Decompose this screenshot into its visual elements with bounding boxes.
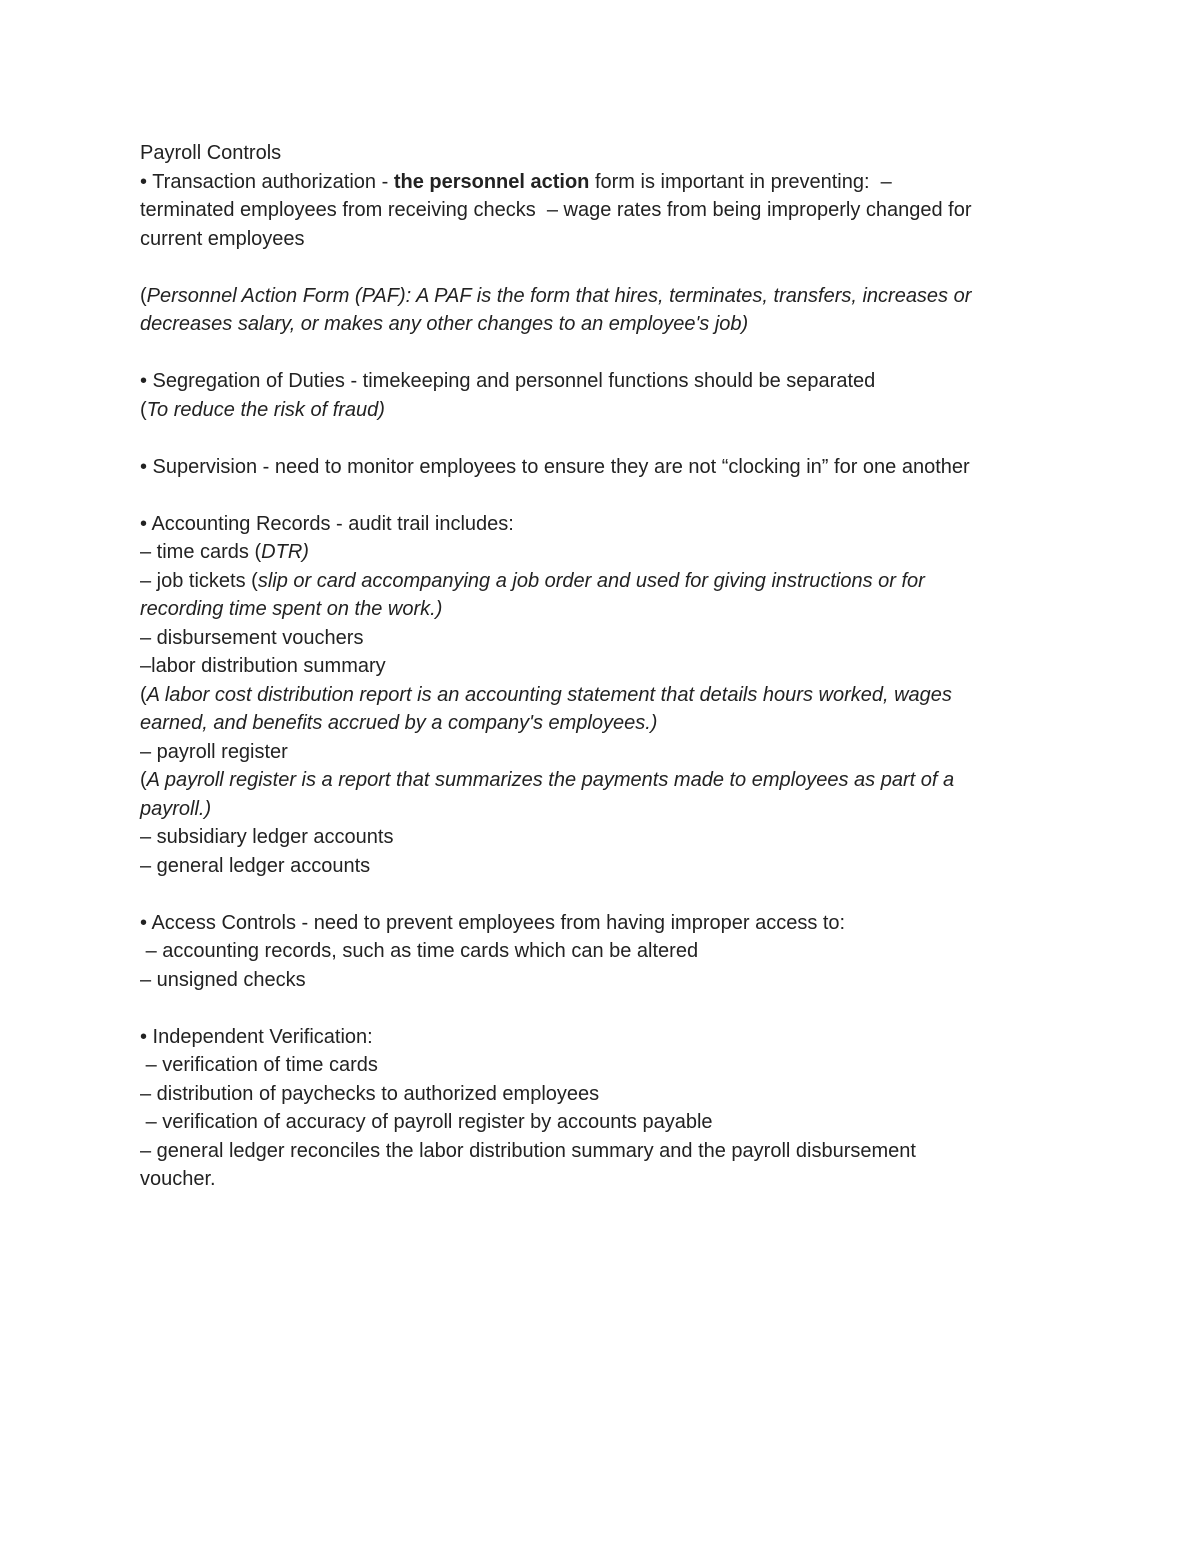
- document-body: [140, 139, 1060, 1194]
- accounting-general: – general ledger accounts: [140, 854, 371, 877]
- labor-note-text-1: A labor cost distribution report is an accounting statement that details hours worked, wages: [146, 683, 952, 706]
- labor-note-text-2: earned, and benefits accrued by a company's employees.): [140, 712, 658, 734]
- register-note-line-1: [140, 766, 1060, 795]
- accounting-job-tickets: [140, 567, 1060, 596]
- register-open-paren: (: [140, 769, 147, 791]
- segregation-open-paren: (: [140, 398, 147, 421]
- spacer: [140, 424, 1060, 453]
- access-item-2: – unsigned checks: [140, 968, 306, 991]
- access-heading: • Access Controls - need to prevent employees from having improper access to:: [140, 911, 846, 934]
- transaction-line-1: [140, 168, 1060, 197]
- job-tickets-prefix: – job tickets (: [140, 569, 258, 592]
- transaction-suffix: form is important in preventing: –: [589, 170, 892, 193]
- access-item-1: – accounting records, such as time cards which can be altered: [140, 940, 699, 962]
- paf-open-paren: (: [140, 284, 147, 307]
- accounting-job-tickets-cont: [140, 595, 1060, 624]
- job-tickets-note-2: recording time spent on the work.): [140, 598, 443, 620]
- time-cards-prefix: – time cards (: [140, 541, 262, 563]
- verification-item-4: – general ledger reconciles the labor distribution summary and the payroll disbursement: [140, 1139, 916, 1162]
- time-cards-note: DTR): [261, 541, 309, 563]
- supervision-line: • Supervision - need to monitor employees to ensure they are not “clocking in” for one another: [140, 455, 970, 478]
- spacer: [140, 481, 1060, 510]
- register-note-line-2: [140, 795, 1060, 824]
- spacer: [140, 339, 1060, 368]
- paf-note-text-2: decreases salary, or makes any other changes to an employee's job): [140, 313, 749, 335]
- accounting-heading: • Accounting Records - audit trail includes:: [140, 512, 514, 535]
- segregation-note: [140, 396, 1060, 425]
- transaction-line-3: current employees: [140, 227, 305, 250]
- register-note-text-2: payroll.): [140, 797, 212, 820]
- transaction-prefix: • Transaction authorization -: [140, 170, 394, 193]
- verification-item-3: – verification of accuracy of payroll register by accounts payable: [140, 1111, 713, 1133]
- verification-item-2: – distribution of paychecks to authorized employees: [140, 1082, 600, 1105]
- accounting-subsidiary: – subsidiary ledger accounts: [140, 826, 394, 848]
- transaction-bold-phrase: the personnel action: [393, 170, 590, 193]
- job-tickets-note-1: slip or card accompanying a job order and used for giving instructions or for: [257, 569, 925, 592]
- accounting-disbursement: – disbursement vouchers: [140, 626, 364, 649]
- register-note-text-1: A payroll register is a report that summarizes the payments made to employees as part of a: [146, 769, 955, 791]
- accounting-payroll-register: – payroll register: [140, 740, 288, 763]
- transaction-line-2: terminated employees from receiving checks – wage rates from being improperly changed for: [140, 199, 972, 221]
- accounting-time-cards: [140, 538, 1060, 567]
- labor-note-line-1: [140, 681, 1060, 710]
- labor-open-paren: (: [140, 683, 147, 706]
- document-title: Payroll Controls: [140, 142, 282, 164]
- spacer: [140, 253, 1060, 282]
- paf-note-line-1: [140, 282, 1060, 311]
- spacer: [140, 880, 1060, 909]
- segregation-note-text: To reduce the risk of fraud): [146, 398, 385, 421]
- accounting-labor-summary: –labor distribution summary: [140, 655, 386, 677]
- paf-note-line-2: [140, 310, 1060, 339]
- verification-item-4-cont: voucher.: [140, 1168, 216, 1190]
- verification-item-1: – verification of time cards: [140, 1054, 378, 1076]
- verification-heading: • Independent Verification:: [140, 1025, 373, 1048]
- segregation-line: • Segregation of Duties - timekeeping and personnel functions should be separated: [140, 370, 876, 392]
- spacer: [140, 994, 1060, 1023]
- labor-note-line-2: [140, 709, 1060, 738]
- paf-note-text-1: Personnel Action Form (PAF): A PAF is the form that hires, terminates, transfers, increases or: [146, 284, 972, 307]
